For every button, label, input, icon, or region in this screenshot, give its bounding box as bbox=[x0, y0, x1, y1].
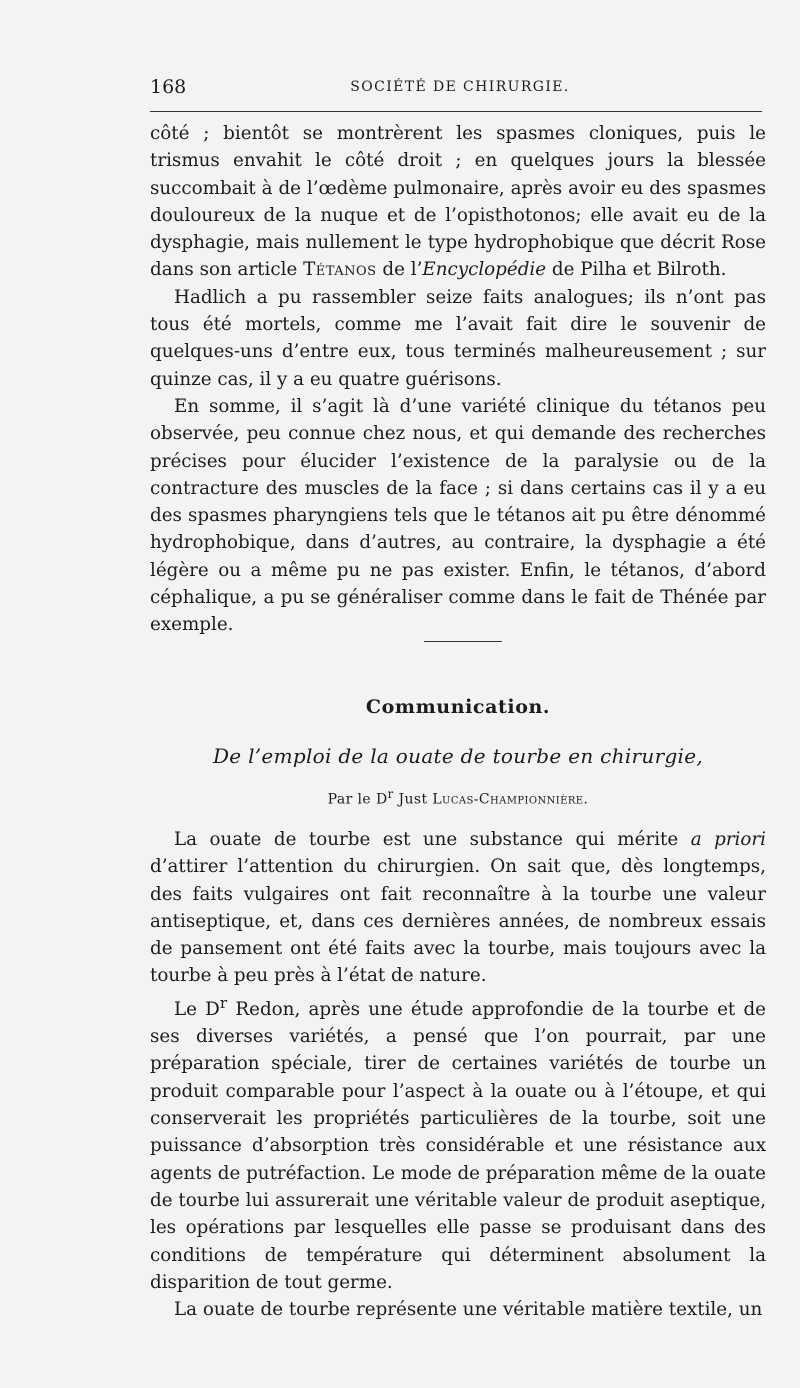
section-divider bbox=[424, 641, 502, 642]
paragraph: La ouate de tourbe représente une véritable matière textile, un bbox=[174, 1299, 763, 1321]
smallcaps-term: Tétanos bbox=[303, 259, 377, 281]
article-title: De l’emploi de la ouate de tourbe en chirurgie, bbox=[212, 744, 704, 768]
author-name: Lucas-Championnière. bbox=[432, 791, 589, 808]
italic-term: Encyclopédie bbox=[422, 259, 547, 281]
article-text bbox=[150, 826, 766, 1323]
paragraph: En somme, il s’agit là d’une variété clinique du tétanos peu observée, peu connue chez nous, et qui demande des recherches précises pour élucider l’existence de la paralysie ou de la contracture des muscles de la face ; si dans certains cas il y a eu des spasmes pharyngiens tels que le tétanos ait pu être dénommé hydrophobique, dans d’autres, au contraire, la dysphagie a été légère ou a même pu ne pas exister. Enfin, le tétanos, d’abord céphalique, a pu se généraliser comme dans le fait de Thénée par exemple. bbox=[150, 395, 766, 636]
italic-term: a priori bbox=[690, 829, 766, 850]
paragraph: côté ; bientôt se montrèrent les spasmes cloniques, puis le trismus envahit le côté droit ; en quelques jours la blessée succombait à de l’œdème pulmonaire, après avoir eu des spasmes douloureux de la nuque et de l’opisthotonos; elle avait eu de la dysphagie, mais nullement le type hydrophobique que décrit Rose dans son article Tétanos de l’Encyclopédie de Pilha et Bilroth. bbox=[150, 123, 766, 281]
page-number: 168 bbox=[150, 76, 187, 98]
header-rule bbox=[150, 111, 762, 112]
running-head: SOCIÉTÉ DE CHIRURGIE. bbox=[350, 79, 570, 95]
section-heading: Communication. bbox=[365, 696, 551, 718]
paragraph: La ouate de tourbe est une substance qui mérite a priori d’attirer l’attention du chirurgien. On sait que, dès longtemps, des faits vulgaires ont fait reconnaître à la tourbe une valeur antiseptique, et, dans ces dernières années, de nombreux essais de pansement ont été faits avec la tourbe, mais toujours avec la tourbe à peu près à l’état de nature. bbox=[150, 829, 766, 987]
continuation-text bbox=[150, 120, 766, 639]
page-header bbox=[150, 76, 770, 100]
paragraph: Le $D^r$ Redon, après une étude approfondie de la tourbe et de ses diverses variétés, a pensé que l’on pourrait, par une préparation spéciale, tirer de certaines variétés de tourbe un produit comparable pour l’aspect à la ouate ou à l’étoupe, et qui conserverait les propriétés particulières de la tourbe, soit une puissance d’absorption très considérable et une résistance aux agents de putréfaction. Le mode de préparation même de la ouate de tourbe lui assurerait une véritable valeur de produit aseptique, les opérations par lesquelles elle passe se produisant dans des conditions de température qui déterminent absolument la disparition de tout germe. bbox=[150, 993, 766, 1293]
byline: Par le $D^r$ Just Lucas-Championnière. bbox=[327, 787, 589, 808]
paragraph: Hadlich a pu rassembler seize faits analogues; ils n’ont pas tous été mortels, comme me l’avait fait dire le souvenir de quelques-uns d’entre eux, tous terminés malheureusement ; sur quinze cas, il y a eu quatre guérisons. bbox=[150, 286, 766, 390]
